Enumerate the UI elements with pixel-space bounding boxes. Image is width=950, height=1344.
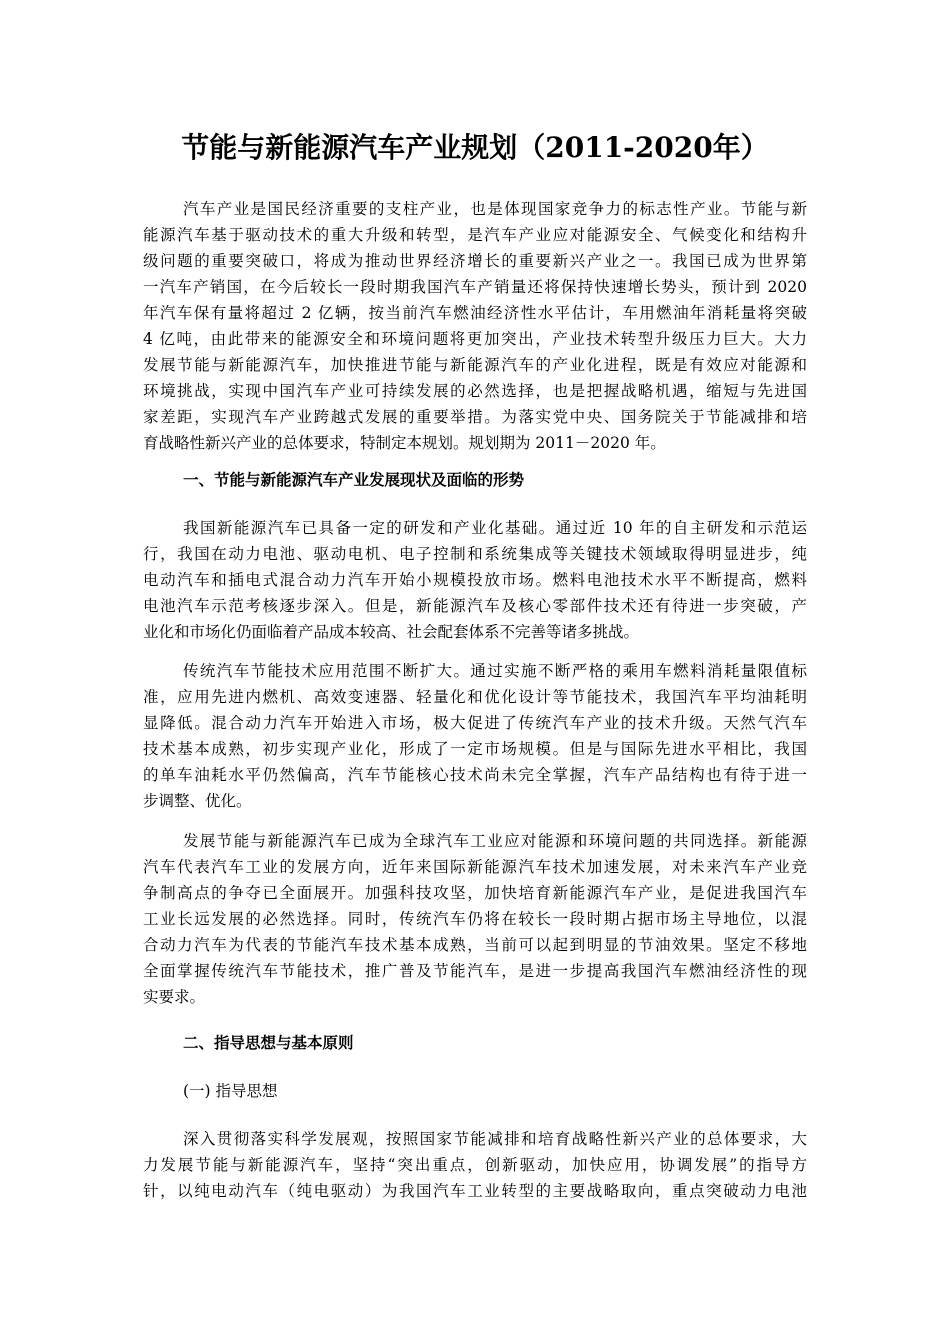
paragraph-line: 全面掌握传统汽车节能技术，推广普及节能汽车，是进一步提高我国汽车燃油经济性的现 [143, 962, 807, 980]
section1-paragraph-1 [143, 515, 807, 645]
paragraph-line: 电动汽车和插电式混合动力汽车开始小规模投放市场。燃料电池技术水平不断提高，燃料 [143, 571, 807, 589]
document-title: 节能与新能源汽车产业规划（2011-2020年） [181, 131, 769, 164]
paragraph-line: 级问题的重要突破口，将成为推动世界经济增长的重要新兴产业之一。我国已成为世界第 [143, 252, 807, 270]
paragraph-line: 传统汽车节能技术应用范围不断扩大。通过实施不断严格的乘用车燃料消耗量限值标 [183, 662, 807, 680]
paragraph-line: 争制高点的争夺已全面展开。加强科技攻坚，加快培育新能源汽车产业，是促进我国汽车 [143, 884, 807, 902]
paragraph-line: 合动力汽车为代表的节能汽车技术基本成熟，当前可以起到明显的节油效果。坚定不移地 [143, 936, 807, 954]
paragraph-line: 显降低。混合动力汽车开始进入市场，极大促进了传统汽车产业的技术升级。天然气汽车 [143, 714, 807, 732]
paragraph-line: 汽车代表汽车工业的发展方向，近年来国际新能源汽车技术加速发展，对未来汽车产业竞 [143, 858, 807, 876]
paragraph-line: 环境挑战，实现中国汽车产业可持续发展的必然选择，也是把握战略机遇，缩短与先进国 [143, 382, 807, 400]
paragraph-line: 4 亿吨，由此带来的能源安全和环境问题将更加突出，产业技术转型升级压力巨大。大力 [143, 330, 807, 348]
paragraph-line: 我国新能源汽车已具备一定的研发和产业化基础。通过近 10 年的自主研发和示范运 [183, 519, 807, 537]
section-heading: 一、节能与新能源汽车产业发展现状及面临的形势 [183, 470, 525, 489]
paragraph-line: 一汽车产销国，在今后较长一段时期我国汽车产销量还将保持快速增长势头，预计到 2020 [143, 278, 807, 296]
section-heading: 二、指导思想与基本原则 [183, 1033, 354, 1052]
paragraph-line: 工业长远发展的必然选择。同时，传统汽车仍将在较长一段时期占据市场主导地位，以混 [143, 910, 807, 928]
paragraph-line: 发展节能与新能源汽车已成为全球汽车工业应对能源和环境问题的共同选择。新能源 [183, 832, 807, 850]
paragraph-line: 业化和市场化仍面临着产品成本较高、社会配套体系不完善等诸多挑战。 [143, 623, 640, 641]
section2-paragraph-1 [143, 1126, 807, 1204]
subsection-heading: (一) 指导思想 [183, 1082, 278, 1100]
paragraph-line: 育战略性新兴产业的总体要求，特制定本规划。规划期为 2011－2020 年。 [143, 434, 666, 452]
paragraph-line: 发展节能与新能源汽车，加快推进节能与新能源汽车的产业化进程，既是有效应对能源和 [143, 356, 807, 374]
paragraph-line: 深入贯彻落实科学发展观，按照国家节能减排和培育战略性新兴产业的总体要求，大 [183, 1130, 807, 1148]
paragraph-line: 实要求。 [143, 988, 206, 1006]
paragraph-line: 年汽车保有量将超过 2 亿辆，按当前汽车燃油经济性水平估计，车用燃油年消耗量将突破 [143, 304, 807, 322]
paragraph-line: 行，我国在动力电池、驱动电机、电子控制和系统集成等关键技术领域取得明显进步，纯 [143, 545, 807, 563]
paragraph-line: 电池汽车示范考核逐步深入。但是，新能源汽车及核心零部件技术还有待进一步突破，产 [143, 597, 807, 615]
intro-paragraph [143, 196, 807, 456]
paragraph-line: 技术基本成熟，初步实现产业化，形成了一定市场规模。但是与国际先进水平相比，我国 [143, 740, 807, 758]
paragraph-line: 步调整、优化。 [143, 792, 252, 810]
paragraph-line: 力发展节能与新能源汽车，坚持“突出重点，创新驱动，加快应用，协调发展”的指导方 [143, 1156, 807, 1174]
paragraph-line: 汽车产业是国民经济重要的支柱产业，也是体现国家竞争力的标志性产业。节能与新 [183, 200, 807, 218]
paragraph-line: 准，应用先进内燃机、高效变速器、轻量化和优化设计等节能技术，我国汽车平均油耗明 [143, 688, 807, 706]
paragraph-line: 能源汽车基于驱动技术的重大升级和转型，是汽车产业应对能源安全、气候变化和结构升 [143, 226, 807, 244]
paragraph-line: 针，以纯电动汽车（纯电驱动）为我国汽车工业转型的主要战略取向，重点突破动力电池 [143, 1182, 807, 1200]
section1-paragraph-3 [143, 828, 807, 1010]
paragraph-line: 家差距，实现汽车产业跨越式发展的重要举措。为落实党中央、国务院关于节能减排和培 [143, 408, 807, 426]
paragraph-line: 的单车油耗水平仍然偏高，汽车节能核心技术尚未完全掌握，汽车产品结构也有待于进一 [143, 766, 807, 784]
section1-paragraph-2 [143, 658, 807, 814]
